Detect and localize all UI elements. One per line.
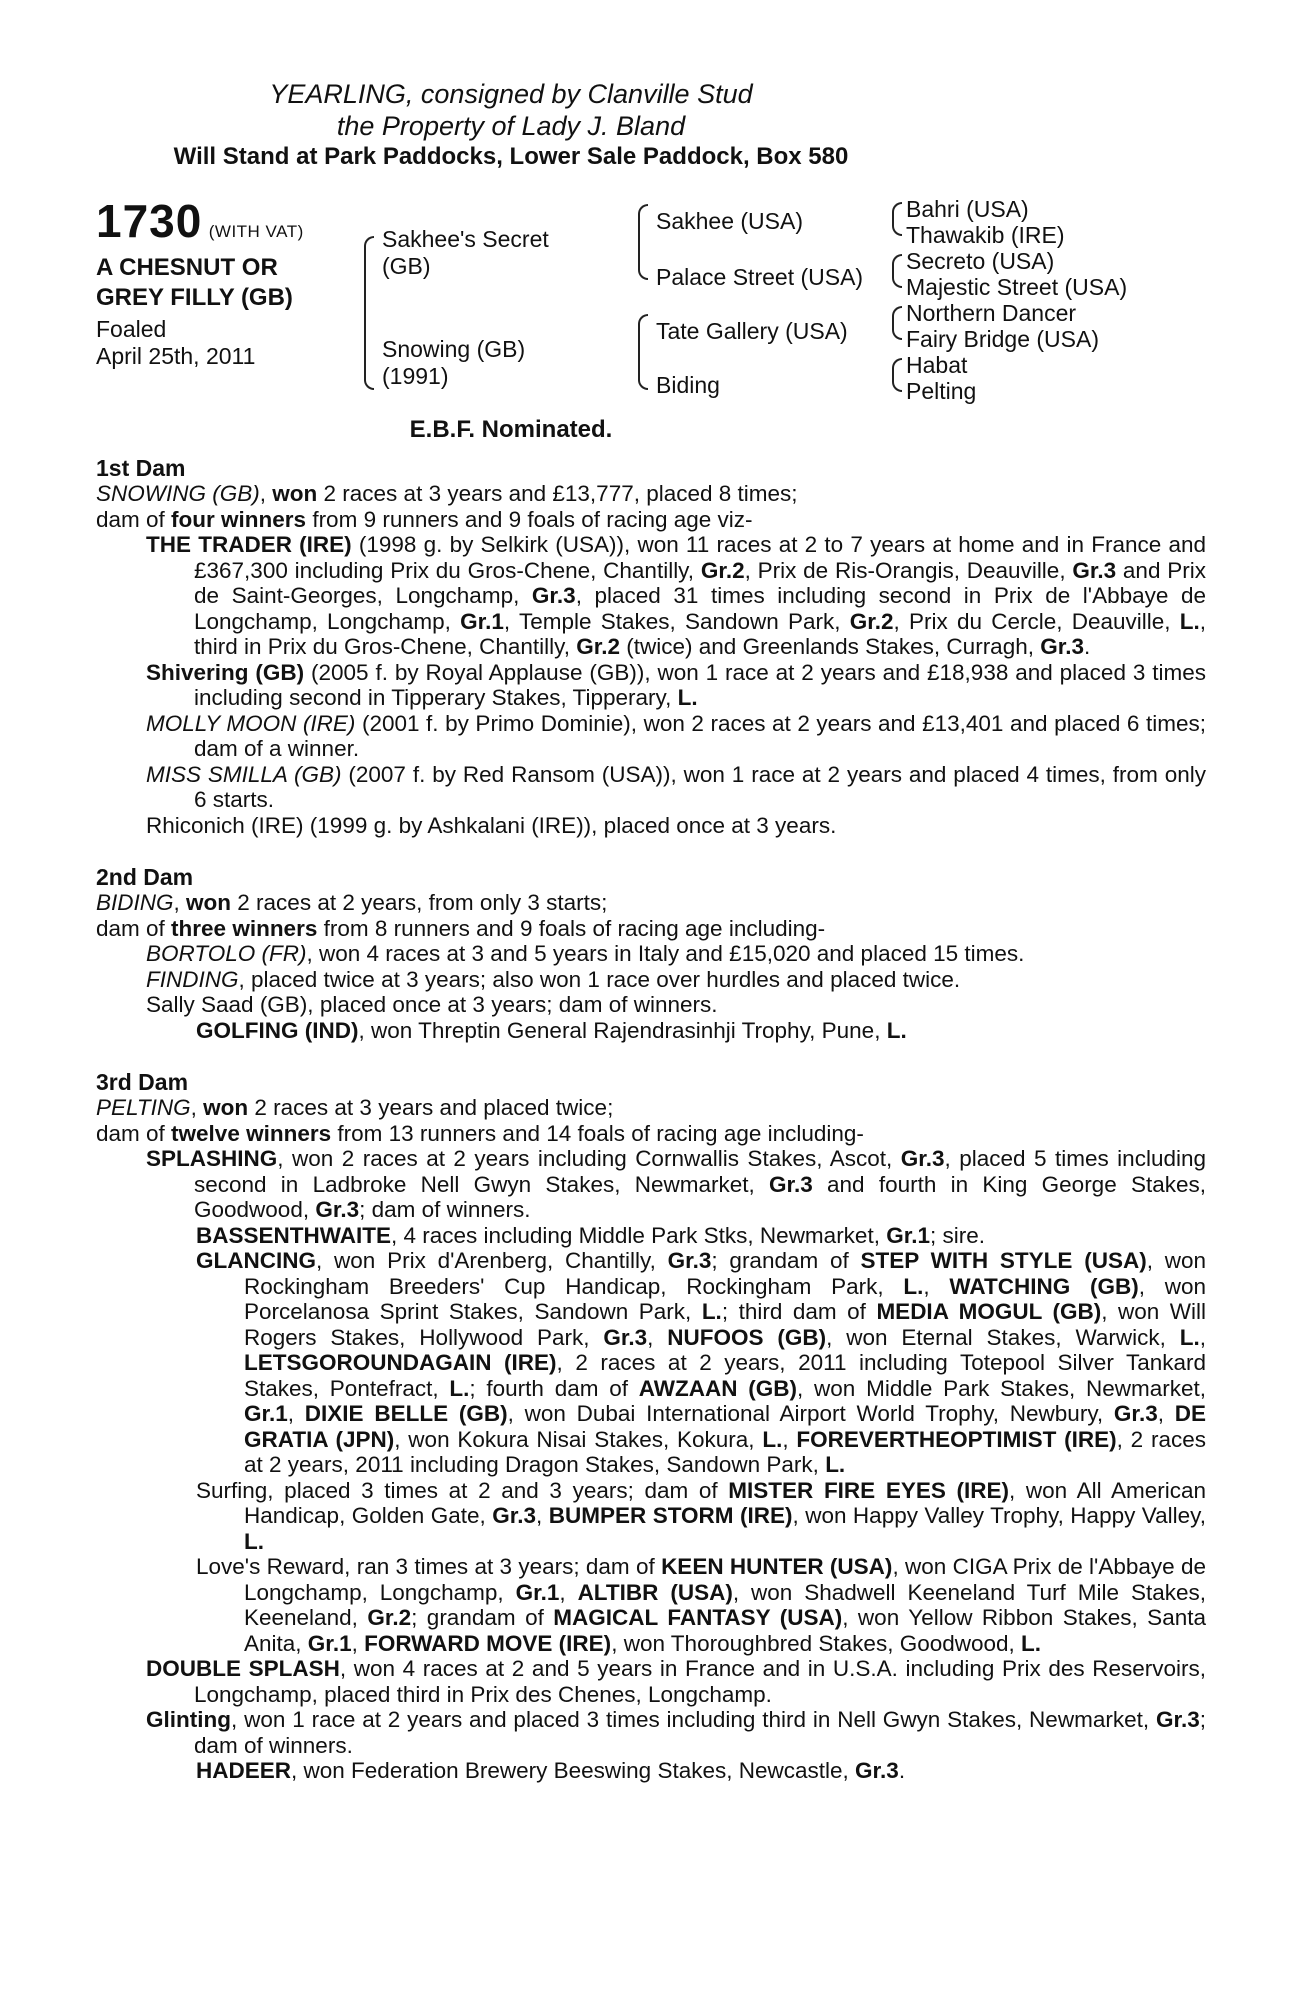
header-location: Will Stand at Park Paddocks, Lower Sale Paddock, Box 580 (173, 143, 849, 170)
dd-sire: Habat (906, 352, 968, 378)
foaled-date: April 25th, 2011 (96, 343, 256, 369)
ss-sire: Bahri (USA) (906, 196, 1029, 222)
produce-entry: Rhiconich (IRE) (1999 g. by Ashkalani (IRE)), placed once at 3 years. (146, 812, 837, 838)
dam-year: (1991) (382, 363, 449, 389)
pedigree-brace-7 (892, 358, 902, 392)
catalogue-page (96, 78, 1206, 1784)
third-dam-section (96, 1069, 1206, 1784)
first-dam-produce-summary: dam of four winners from 9 runners and 9 foals of racing age viz- (96, 506, 753, 532)
second-dam-produce-summary: dam of three winners from 8 runners and 9 foals of racing age including- (96, 915, 826, 941)
pedigree-brace-3 (638, 314, 648, 390)
produce-entry: HADEER, won Federation Brewery Beeswing Stakes, Newcastle, Gr.3. (196, 1758, 906, 1783)
sire-sire: Sakhee (USA) (656, 208, 804, 234)
third-dam-title: 3rd Dam (96, 1069, 189, 1095)
dam-name: Snowing (GB) (382, 336, 526, 362)
produce-entry: Love's Reward, ran 3 times at 3 years; dam of KEEN HUNTER (USA), won CIGA Prix de l'Abbaye de Longchamp, Longchamp, Gr.1, ALTIBR (USA), won Shadwell Keeneland Turf Mile Stakes, Keeneland, Gr.2; grandam of MAGICAL FANTASY (USA), won Yellow Ribbon Stakes, Santa Anita, Gr.1, FORWARD MOVE (IRE), won Thoroughbred Stakes, Goodwood, L. (196, 1554, 1206, 1656)
foaled-label: Foaled (96, 316, 167, 342)
pedigree-brace-5 (892, 254, 902, 288)
first-dam-section (96, 455, 1206, 838)
vat-note: (WITH VAT) (208, 222, 304, 241)
second-dam-title: 2nd Dam (96, 864, 194, 890)
produce-entry: Shivering (GB) (2005 f. by Royal Applause (GB)), won 1 race at 2 years and £18,938 and placed 3 times including second in Tipperary Stakes, Tipperary, L. (146, 659, 1206, 710)
produce-entry: MISS SMILLA (GB) (2007 f. by Red Ransom (USA)), won 1 race at 2 years and placed 4 times, from only 6 starts. (146, 761, 1206, 812)
third-dam-record: PELTING, won 2 races at 3 years and placed twice; (96, 1095, 614, 1120)
sire-name: Sakhee's Secret (382, 226, 549, 252)
lot-sex-line1: A CHESNUT OR (96, 254, 278, 281)
produce-entry: GOLFING (IND), won Threptin General Rajendrasinhji Trophy, Pune, L. (196, 1017, 907, 1043)
pedigree-brace-2 (638, 204, 648, 280)
produce-entry: Surfing, placed 3 times at 2 and 3 years; dam of MISTER FIRE EYES (IRE), won All American Handicap, Golden Gate, Gr.3, BUMPER STORM (IRE), won Happy Valley Trophy, Happy Valley, L. (196, 1477, 1207, 1554)
sire-country: (GB) (382, 253, 431, 279)
lot-header (96, 78, 926, 172)
produce-entry: Sally Saad (GB), placed once at 3 years; dam of winners. (146, 992, 718, 1017)
third-dam-produce-summary: dam of twelve winners from 13 runners and 14 foals of racing age including- (96, 1120, 864, 1146)
second-dam-record: BIDING, won 2 races at 2 years, from only 3 starts; (96, 890, 608, 915)
ebf-nomination: E.B.F. Nominated. (409, 416, 613, 443)
sd-sire: Secreto (USA) (906, 248, 1055, 274)
pedigree-brace-1 (364, 236, 374, 390)
produce-entry: DOUBLE SPLASH, won 4 races at 2 and 5 years in France and in U.S.A. including Prix des Reservoirs, Longchamp, placed third in Prix des Chenes, Longchamp. (146, 1656, 1207, 1707)
dam-sire: Tate Gallery (USA) (656, 318, 848, 344)
header-property: the Property of Lady J. Bland (336, 111, 686, 141)
dd-dam: Pelting (906, 378, 977, 404)
ss-dam: Thawakib (IRE) (906, 222, 1065, 248)
produce-entry: BORTOLO (FR), won 4 races at 3 and 5 years in Italy and £15,020 and placed 15 times. (146, 941, 1025, 966)
first-dam-record: SNOWING (GB), won 2 races at 3 years and £13,777, placed 8 times; (96, 481, 798, 506)
header-consignor: YEARLING, consigned by Clanville Stud (269, 79, 753, 109)
produce-entry: THE TRADER (IRE) (1998 g. by Selkirk (USA)), won 11 races at 2 to 7 years at home and in France and £367,300 including Prix du Gros-Chene, Chantilly, Gr.2, Prix de Ris-Orangis, Deauville, Gr.3 and Prix de Saint-Georges, Longchamp, Gr.3, placed 31 times including second in Prix de l'Abbaye de Longchamp, Longchamp, Gr.1, Temple Stakes, Sandown Park, Gr.2, Prix du Cercle, Deauville, L., third in Prix du Gros-Chene, Chantilly, Gr.2 (twice) and Greenlands Stakes, Curragh, Gr.3. (146, 532, 1207, 659)
produce-entry: Glinting, won 1 race at 2 years and placed 3 times including third in Nell Gwyn Stakes, Newmarket, Gr.3; dam of winners. (146, 1707, 1206, 1758)
sire-dam: Palace Street (USA) (656, 264, 864, 290)
produce-entry: BASSENTHWAITE, 4 races including Middle Park Stks, Newmarket, Gr.1; sire. (196, 1222, 985, 1248)
second-dam-section (96, 864, 1206, 1043)
produce-entry: SPLASHING, won 2 races at 2 years including Cornwallis Stakes, Ascot, Gr.3, placed 5 times including second in Ladbroke Nell Gwyn Stakes, Newmarket, Gr.3 and fourth in King George Stakes, Goodwood, Gr.3; dam of winners. (146, 1146, 1207, 1222)
pedigree-block (96, 196, 1206, 441)
pedigree-brace-6 (892, 306, 902, 340)
ds-dam: Fairy Bridge (USA) (906, 326, 1099, 352)
ds-sire: Northern Dancer (906, 300, 1077, 326)
produce-entry: FINDING, placed twice at 3 years; also won 1 race over hurdles and placed twice. (146, 966, 961, 992)
produce-entry: GLANCING, won Prix d'Arenberg, Chantilly, Gr.3; grandam of STEP WITH STYLE (USA), won Rockingham Breeders' Cup Handicap, Rockingham Park, L., WATCHING (GB), won Porcelanosa Sprint Stakes, Sandown Park, L.; third dam of MEDIA MOGUL (GB), won Will Rogers Stakes, Hollywood Park, Gr.3, NUFOOS (GB), won Eternal Stakes, Warwick, L., LETSGOROUNDAGAIN (IRE), 2 races at 2 years, 2011 including Totepool Silver Tankard Stakes, Pontefract, L.; fourth dam of AWZAAN (GB), won Middle Park Stakes, Newmarket, Gr.1, DIXIE BELLE (GB), won Dubai International Airport World Trophy, Newbury, Gr.3, DE GRATIA (JPN), won Kokura Nisai Stakes, Kokura, L., FOREVERTHEOPTIMIST (IRE), 2 races at 2 years, 2011 including Dragon Stakes, Sandown Park, L. (196, 1248, 1207, 1477)
produce-entry: MOLLY MOON (IRE) (2001 f. by Primo Dominie), won 2 races at 2 years and £13,401 and placed 6 times; dam of a winner. (146, 710, 1207, 761)
first-dam-title: 1st Dam (96, 455, 186, 481)
lot-number-line (96, 196, 304, 246)
lot-number: 1730 (96, 195, 203, 247)
lot-sex-line2: GREY FILLY (GB) (96, 284, 293, 311)
sd-dam: Majestic Street (USA) (906, 274, 1128, 300)
dam-dam: Biding (656, 372, 720, 398)
pedigree-brace-4 (892, 202, 902, 236)
